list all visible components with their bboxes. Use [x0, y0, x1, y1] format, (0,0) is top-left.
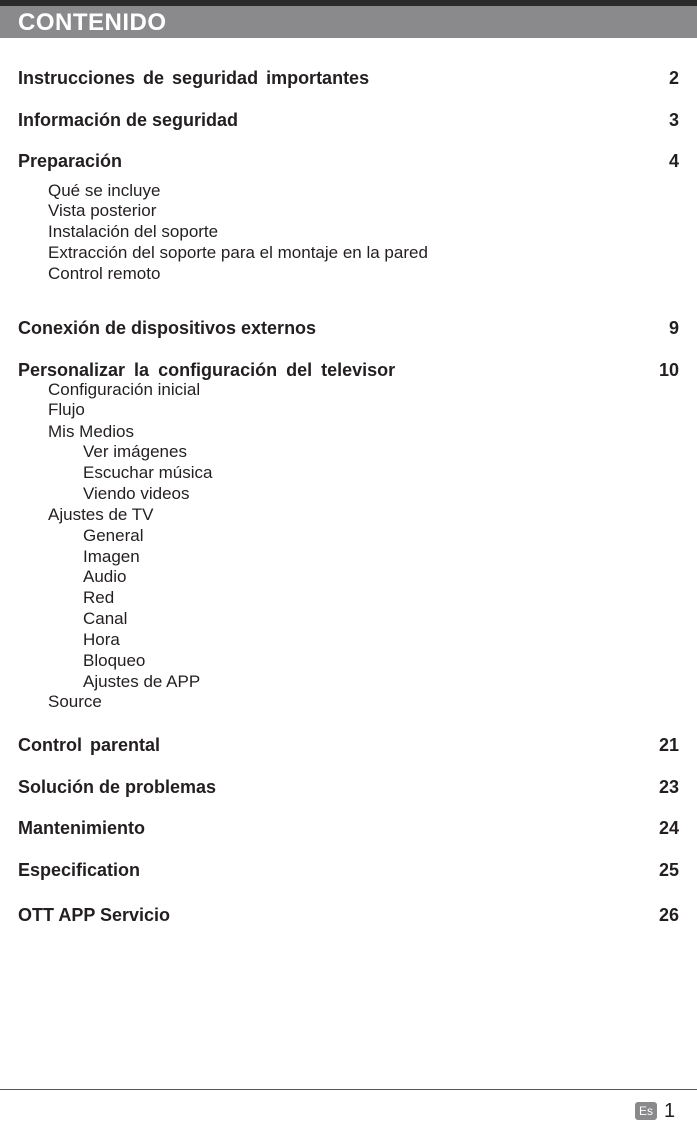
toc-sub-initial-setup: Configuración inicial: [48, 380, 201, 399]
toc-entry-label: Conexión de dispositivos externos: [18, 318, 317, 338]
toc-sub-wall-mount: Extracción del soporte para el montaje en la pared: [48, 243, 428, 262]
page-number: 1: [664, 1100, 676, 1122]
toc-entry-maintenance: [18, 816, 679, 840]
toc-entry-safety-info: [18, 108, 679, 132]
toc-entry-page: 23: [658, 777, 679, 797]
toc-sub-stand-install: Instalación del soporte: [48, 222, 219, 241]
page-title: CONTENIDO: [18, 9, 167, 36]
toc-entry-specification: [18, 858, 679, 882]
toc-sub-rear-view: Vista posterior: [48, 201, 157, 220]
toc-entry-page: 24: [658, 818, 679, 838]
toc-entry-label: Control parental: [18, 735, 161, 755]
toc-entry-label: Mantenimiento: [18, 818, 146, 838]
toc-entry-troubleshooting: [18, 775, 679, 799]
toc-sub-network: Red: [83, 588, 115, 607]
toc-sub-picture: Imagen: [83, 547, 140, 566]
toc-entry-page: 26: [658, 905, 679, 925]
toc-entry-page: 9: [668, 318, 679, 338]
toc-entry-external-devices: [18, 316, 679, 340]
toc-sub-listen-music: Escuchar música: [83, 463, 213, 482]
toc-sub-remote-control: Control remoto: [48, 264, 161, 283]
toc-entry-label: Personalizar la configuración del televisor: [18, 360, 396, 380]
toc-sub-channel: Canal: [83, 609, 128, 628]
toc-entry-page: 25: [658, 860, 679, 880]
toc-entry-page: 10: [658, 360, 679, 380]
language-badge: Es: [635, 1102, 657, 1120]
toc-entry-page: 21: [658, 735, 679, 755]
toc-entry-preparation: [18, 149, 679, 173]
toc-sub-tv-settings: Ajustes de TV: [48, 505, 154, 524]
toc-entry-label: Preparación: [18, 151, 123, 171]
toc-sub-source: Source: [48, 692, 102, 711]
toc-sub-my-media: Mis Medios: [48, 422, 134, 441]
toc-sub-time: Hora: [83, 630, 120, 649]
toc-sub-view-images: Ver imágenes: [83, 442, 187, 461]
toc-entry-ott-app: [18, 903, 679, 927]
toc-sub-general: General: [83, 526, 144, 545]
toc-sub-watch-videos: Viendo videos: [83, 484, 190, 503]
footer-divider: [0, 1089, 697, 1090]
toc-sub-flow: Flujo: [48, 400, 85, 419]
toc-entry-page: 3: [668, 110, 679, 130]
toc-entry-label: Instrucciones de seguridad importantes: [18, 68, 370, 88]
toc-sub-app-settings: Ajustes de APP: [83, 672, 201, 691]
toc-entry-safety-instructions: [18, 66, 679, 90]
toc-entry-label: OTT APP Servicio: [18, 905, 171, 925]
toc-entry-label: Solución de problemas: [18, 777, 217, 797]
toc-sub-lock: Bloqueo: [83, 651, 146, 670]
toc-entry-label: Información de seguridad: [18, 110, 239, 130]
toc-entry-page: 2: [668, 68, 679, 88]
toc-entry-parental-control: [18, 733, 679, 757]
toc-sub-included: Qué se incluye: [48, 181, 161, 200]
toc-entry-label: Especification: [18, 860, 141, 880]
toc-entry-page: 4: [668, 151, 679, 171]
toc-sub-audio: Audio: [83, 567, 127, 586]
title-bar: [0, 6, 697, 38]
toc-entry-customize-tv: [18, 358, 679, 382]
